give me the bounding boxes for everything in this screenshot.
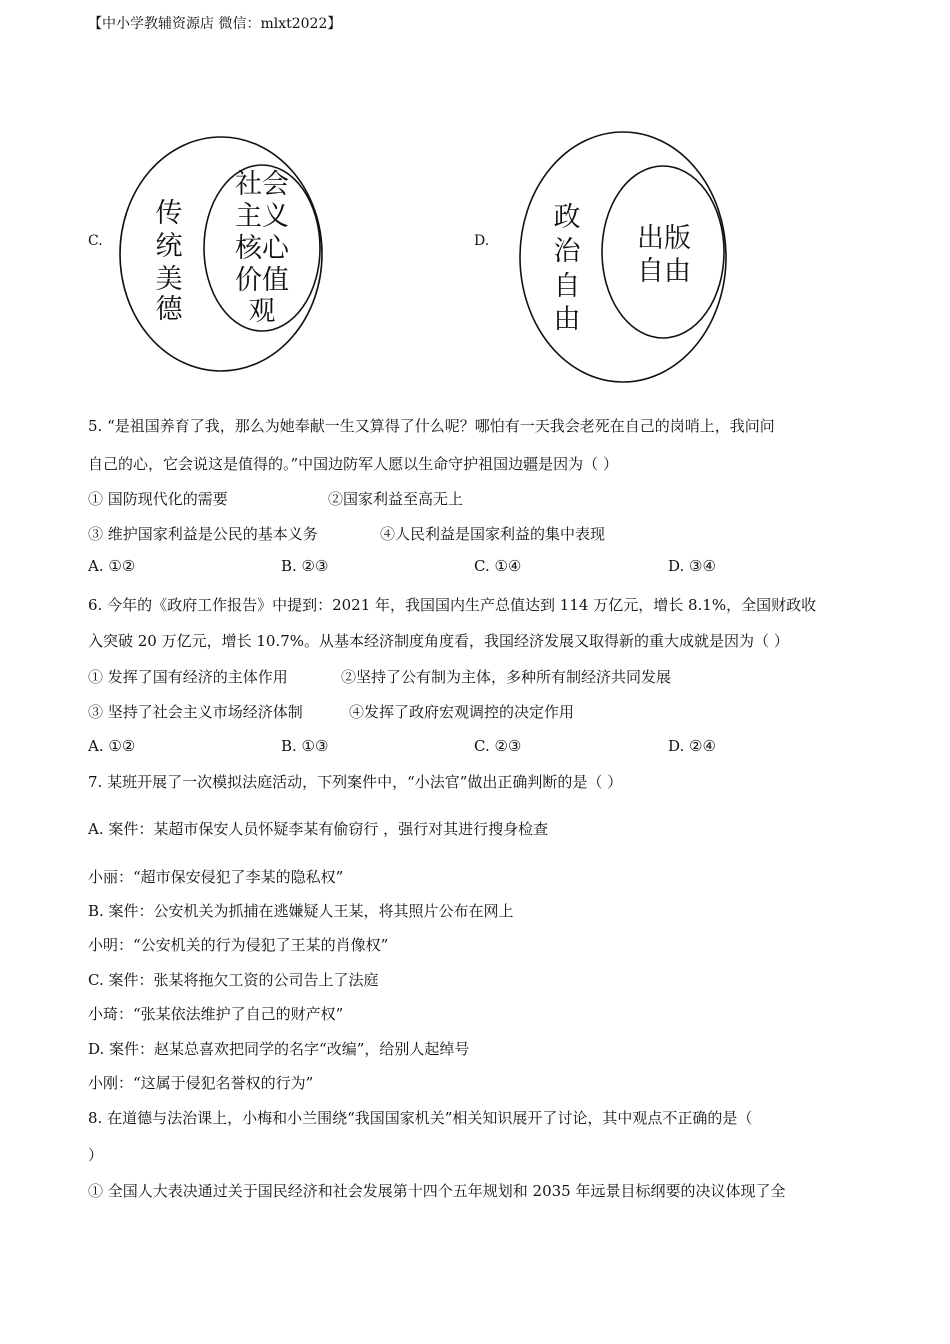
diagram-c-inner-line: 主义 <box>235 201 289 232</box>
diagram-c-outer-line: 传 <box>155 198 183 229</box>
q6-stem-line-1: 6. 今年的《政府工作报告》中提到：2021 年，我国国内生产总值达到 114 万亿元，增长 8.1%，全国财政收 <box>88 596 817 614</box>
q5-stem-line-1: 5. “是祖国养育了我，那么为她奉献一生又算得了什么呢？哪怕有一天我会老死在自己的岗哨上，我问问 <box>88 417 775 435</box>
q5-option-b[interactable]: B. ②③ <box>281 557 329 575</box>
diagram-c-inner-line: 核心 <box>235 233 289 264</box>
diagram-c-outer-line: 德 <box>155 294 183 325</box>
q5-option-a[interactable]: A. ①② <box>88 557 136 575</box>
q6-option-b[interactable]: B. ①③ <box>281 737 329 755</box>
q7-option-b-case[interactable]: B. 案件：公安机关为抓捕在逃嫌疑人王某，将其照片公布在网上 <box>88 902 514 920</box>
q7-option-b-judgement: 小明：“公安机关的行为侵犯了王某的肖像权” <box>88 936 389 954</box>
diagram-d-outer-circle <box>520 132 726 382</box>
diagram-c-inner-line: 社会 <box>235 169 289 200</box>
diagram-d <box>520 132 726 382</box>
diagram-c <box>120 137 322 371</box>
diagram-c-outer-line: 美 <box>155 264 183 295</box>
diagram-d-outer-line: 由 <box>553 304 581 335</box>
q6-option-c[interactable]: C. ②③ <box>474 737 522 755</box>
q5-item-1: ① 国防现代化的需要 <box>88 490 228 508</box>
q6-stem-line-2: 入突破 20 万亿元，增长 10.7%。从基本经济制度角度看，我国经济发展又取得新的重大成就是因为（ ） <box>88 632 789 650</box>
q7-option-d-case[interactable]: D. 案件：赵某总喜欢把同学的名字“改编”，给别人起绰号 <box>88 1040 470 1058</box>
q8-stem-line-2: ） <box>88 1146 104 1164</box>
diagram-d-inner-line: 自由 <box>637 256 691 287</box>
option-c-label: C. <box>88 233 103 249</box>
q7-option-c-judgement: 小琦：“张某依法维护了自己的财产权” <box>88 1005 344 1023</box>
q8-item-1: ① 全国人大表决通过关于国民经济和社会发展第十四个五年规划和 2035 年远景目标纲要的决议体现了全 <box>88 1182 786 1200</box>
q7-stem: 7. 某班开展了一次模拟法庭活动，下列案件中，“小法官”做出正确判断的是（ ） <box>88 773 623 791</box>
venn-diagrams <box>0 0 950 400</box>
q6-item-2: ②坚持了公有制为主体，多种所有制经济共同发展 <box>341 668 672 686</box>
diagram-d-outer-line: 政 <box>553 202 581 233</box>
option-d-label: D. <box>474 233 490 249</box>
diagram-c-inner-line: 价值 <box>235 265 289 296</box>
q5-item-4: ④人民利益是国家利益的集中表现 <box>380 525 606 543</box>
q5-option-c[interactable]: C. ①④ <box>474 557 522 575</box>
q7-option-a-case[interactable]: A. 案件：某超市保安人员怀疑李某有偷窃行 ，强行对其进行搜身检查 <box>88 820 549 838</box>
diagram-d-inner-line: 出版 <box>637 223 691 254</box>
q6-item-1: ① 发挥了国有经济的主体作用 <box>88 668 288 686</box>
q5-stem-line-2: 自己的心，它会说这是值得的。”中国边防军人愿以生命守护祖国边疆是因为（ ） <box>88 455 618 473</box>
diagram-d-outer-line: 治 <box>553 236 581 267</box>
diagram-c-inner-line: 观 <box>248 296 276 327</box>
q7-option-d-judgement: 小刚：“这属于侵犯名誉权的行为” <box>88 1074 314 1092</box>
diagram-d-outer-line: 自 <box>553 271 581 302</box>
diagram-c-outer-line: 统 <box>155 231 183 262</box>
q8-stem-line-1: 8. 在道德与法治课上，小梅和小兰围绕“我国国家机关”相关知识展开了讨论，其中观点不正确的是（ <box>88 1109 753 1127</box>
q6-option-d[interactable]: D. ②④ <box>668 737 716 755</box>
q6-option-a[interactable]: A. ①② <box>88 737 136 755</box>
q7-option-c-case[interactable]: C. 案件：张某将拖欠工资的公司告上了法庭 <box>88 971 379 989</box>
q6-item-4: ④发挥了政府宏观调控的决定作用 <box>349 703 575 721</box>
diagram-c-outer-circle <box>120 137 322 371</box>
q6-item-3: ③ 坚持了社会主义市场经济体制 <box>88 703 303 721</box>
page-header: 【中小学教辅资源店 微信：mlxt2022】 <box>88 16 342 32</box>
q5-option-d[interactable]: D. ③④ <box>668 557 716 575</box>
q5-item-2: ②国家利益至高无上 <box>328 490 464 508</box>
q5-item-3: ③ 维护国家利益是公民的基本义务 <box>88 525 318 543</box>
q7-option-a-judgement: 小丽：“超市保安侵犯了李某的隐私权” <box>88 868 344 886</box>
